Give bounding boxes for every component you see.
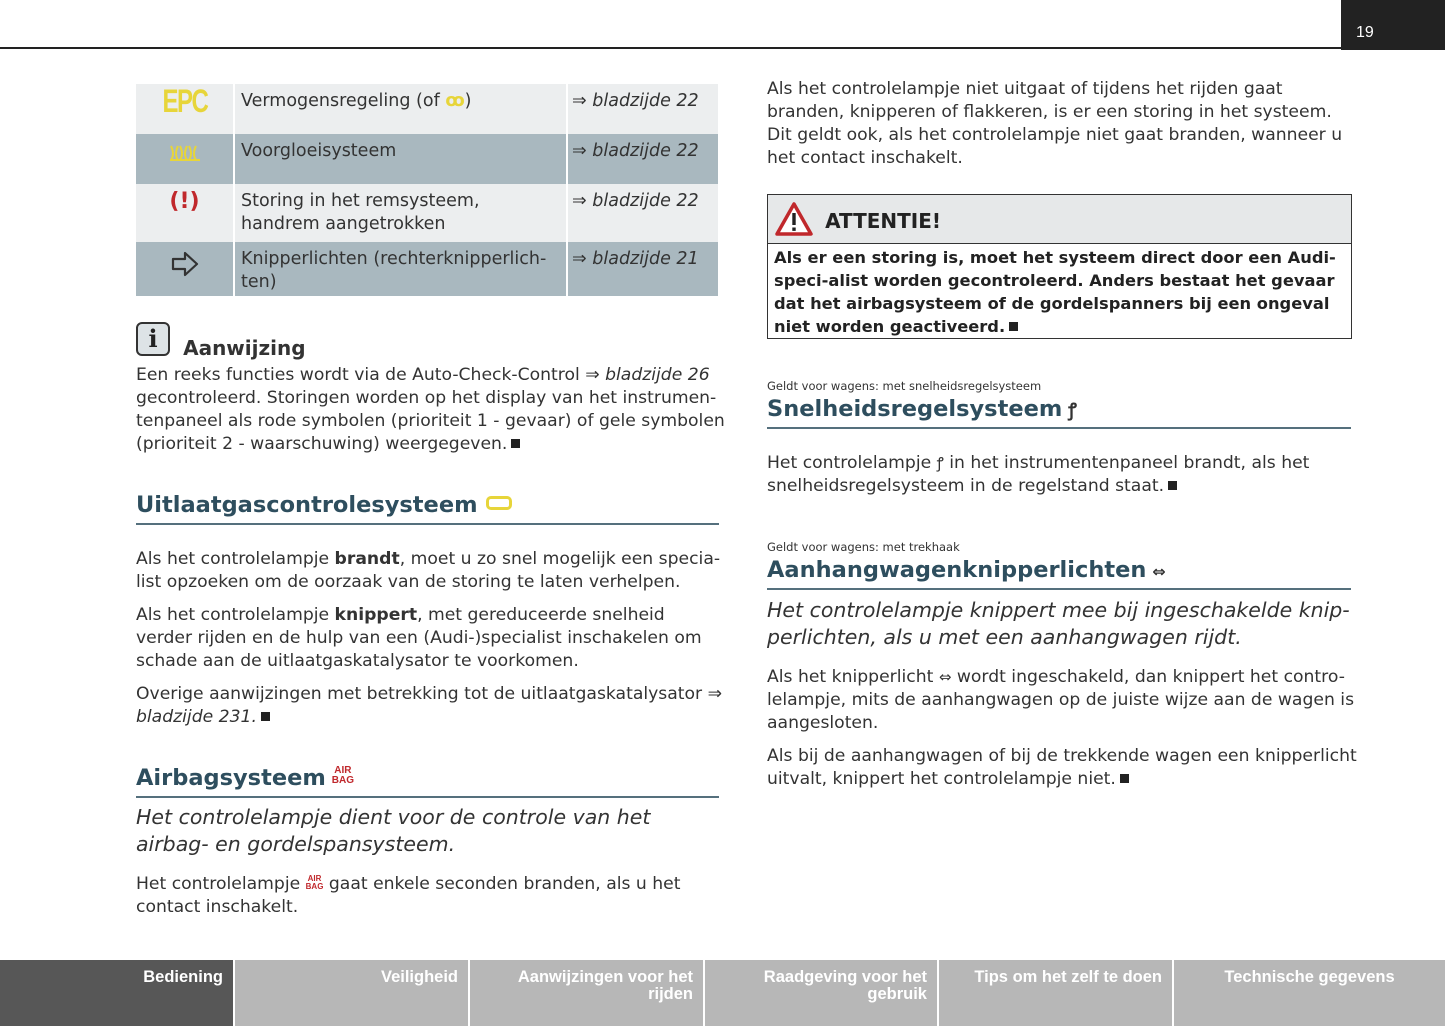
paragraph: Als het controlelampje knippert, met gereduceerde snelheid verder rijden en de hulp van een (Audi-)specialist inschakelen om schade aan de uitlaatgaskatalysator te voorkomen. — [136, 605, 702, 671]
row-text: Knipperlichten (rechterknipperlich-ten) — [241, 249, 547, 292]
info-icon: i — [136, 322, 170, 356]
page-reference-link[interactable]: bladzijde 22 — [592, 91, 699, 111]
ref-arrow: ⇒ — [572, 91, 587, 111]
paragraph: Als het controlelampje niet uitgaat of tijdens het rijden gaat branden, knipperen of flakkeren, is er een storing in het systeem. Dit geldt ook, als het controlelampje niet gaat branden, wanneer u het contact inschakelt. — [767, 79, 1343, 168]
page-reference-link[interactable]: bladzijde 22 — [592, 141, 699, 161]
page-reference-link[interactable]: bladzijde 231. — [136, 707, 257, 727]
brake-warning-icon: (!) — [169, 189, 200, 214]
page-reference-link[interactable]: bladzijde 22 — [592, 191, 699, 211]
table-row: EPC Vermogensregeling (of ꝏ) ⇒ bladzijde 22 — [136, 84, 718, 134]
section-heading-airbag: Airbagsysteem AIR BAG — [136, 765, 719, 798]
note-text: Een reeks functies wordt via de Auto-Check-Control ⇒ bladzijde 26 gecontroleerd. Storingen worden op het display van het instrumen-tenpaneel als rode symbolen (prioriteit 1 - gevaar) of gele symbolen (prioriteit 2 - waarschuwing) weergegeven. — [136, 365, 725, 454]
tab-bediening[interactable]: Bediening — [0, 960, 235, 1026]
end-mark — [511, 439, 520, 448]
tab-technische-gegevens[interactable]: Technische gegevens — [1174, 960, 1445, 1026]
page-number: 19 — [1341, 0, 1445, 50]
paragraph: Overige aanwijzingen met betrekking tot de uitlaatgaskatalysator ⇒ bladzijde 231. — [136, 684, 722, 727]
page-reference-link[interactable]: bladzijde 26 — [605, 365, 710, 385]
table-row — [136, 184, 718, 242]
row-text: Vermogensregeling (of — [241, 91, 446, 111]
section-heading-uitlaat: Uitlaatgascontrolesysteem — [136, 492, 719, 525]
row-text: Storing in het remsysteem, handrem aangetrokken — [241, 191, 480, 234]
end-mark — [1009, 322, 1018, 331]
table-row — [136, 242, 718, 296]
end-mark — [1168, 481, 1177, 490]
trailer-turn-signal-icon: ⇔ — [1152, 562, 1166, 581]
paragraph: Als het knipperlicht ⇔ wordt ingeschakeld, dan knippert het contro-lelampje, mits de aanhangwagen op de juiste wijze aan de wagen is aangesloten. — [767, 667, 1355, 733]
warning-title: ATTENTIE! — [825, 209, 942, 233]
end-mark — [1120, 774, 1129, 783]
ref-arrow: ⇒ — [572, 141, 587, 161]
lead-paragraph: Het controlelampje knippert mee bij ingeschakelde knip-perlichten, als u met een aanhangwagen rijdt. — [767, 598, 1350, 649]
page-reference-link[interactable]: bladzijde 21 — [592, 249, 699, 269]
table-row — [136, 134, 718, 184]
tab-raadgeving-gebruik[interactable]: Raadgeving voor het gebruik — [705, 960, 939, 1026]
tab-tips-zelf-doen[interactable]: Tips om het zelf te doen — [939, 960, 1174, 1026]
paragraph: Het controlelampje AIR BAG gaat enkele seconden branden, als u het contact inschakelt. — [136, 874, 681, 917]
paragraph: Als het controlelampje brandt, moet u zo snel mogelijk een specia-list opzoeken om de oorzaak van de storing te laten verhelpen. — [136, 549, 721, 592]
ref-arrow: ⇒ — [572, 191, 587, 211]
tab-veiligheid[interactable]: Veiligheid — [235, 960, 470, 1026]
engine-icon — [486, 496, 512, 510]
paragraph: Het controlelampje ꝭ in het instrumentenpaneel brandt, als het snelheidsregelsysteem in de regelstand staat. — [767, 453, 1310, 496]
tab-aanwijzingen-rijden[interactable]: Aanwijzingen voor het rijden — [470, 960, 705, 1026]
warning-lamp-table — [136, 84, 718, 296]
turn-signal-right-icon — [170, 250, 200, 285]
glow-plug-icon — [168, 142, 202, 171]
airbag-icon: AIR BAG — [331, 765, 355, 786]
cruise-control-icon: ꝭ — [936, 454, 944, 472]
section-heading-aanhang: Aanhangwagenknipperlichten ⇔ — [767, 557, 1351, 590]
paragraph: Als bij de aanhangwagen of bij de trekkende wagen een knipperlicht uitvalt, knippert het controlelampje niet. — [767, 746, 1357, 789]
epc-icon: EPC — [162, 83, 207, 119]
ref-arrow: ⇒ — [572, 249, 587, 269]
trailer-turn-signal-icon: ⇔ — [938, 668, 952, 686]
header-rule — [0, 47, 1341, 49]
end-mark — [261, 712, 270, 721]
warning-text: Als er een storing is, moet het systeem direct door een Audi-speci-alist worden gecontroleerd. Anders bestaat het gevaar dat het airbagsysteem of de gordelspanners bij een ongeval niet worden geactiveerd. — [774, 248, 1336, 336]
row-text: Voorgloeisysteem — [241, 141, 397, 161]
warning-box — [767, 194, 1352, 339]
cruise-control-icon: ꝭ — [1068, 400, 1077, 421]
lead-paragraph: Het controlelampje dient voor de controle van het airbag- en gordelspansysteem. — [136, 805, 651, 856]
glow-plug-icon: ꝏ — [445, 91, 465, 111]
footer-nav — [0, 960, 1445, 1026]
applicability-caption: Geldt voor wagens: met trekhaak — [767, 540, 960, 554]
section-heading-snelheid: Snelheidsregelsysteem ꝭ — [767, 396, 1351, 429]
airbag-icon: AIR BAG — [305, 874, 324, 891]
note-block — [136, 322, 726, 456]
note-title: Aanwijzing — [183, 336, 306, 360]
warning-triangle-icon — [774, 201, 814, 241]
applicability-caption: Geldt voor wagens: met snelheidsregelsysteem — [767, 379, 1042, 393]
